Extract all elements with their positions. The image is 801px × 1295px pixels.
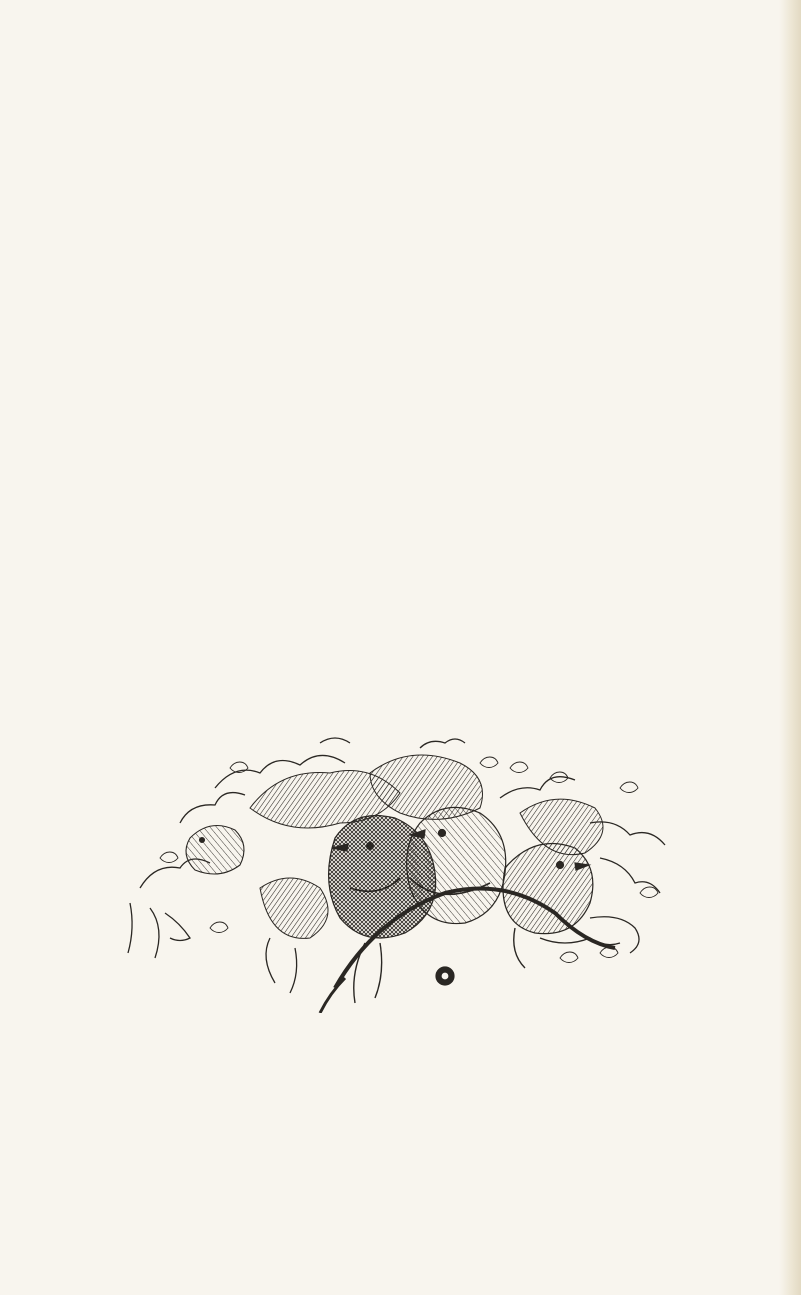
illustration-engraving [120, 728, 680, 1013]
page-edge-shadow [779, 0, 801, 1295]
engraving-of-birds-on-branch-icon [120, 728, 680, 1013]
page-header [0, 106, 801, 136]
